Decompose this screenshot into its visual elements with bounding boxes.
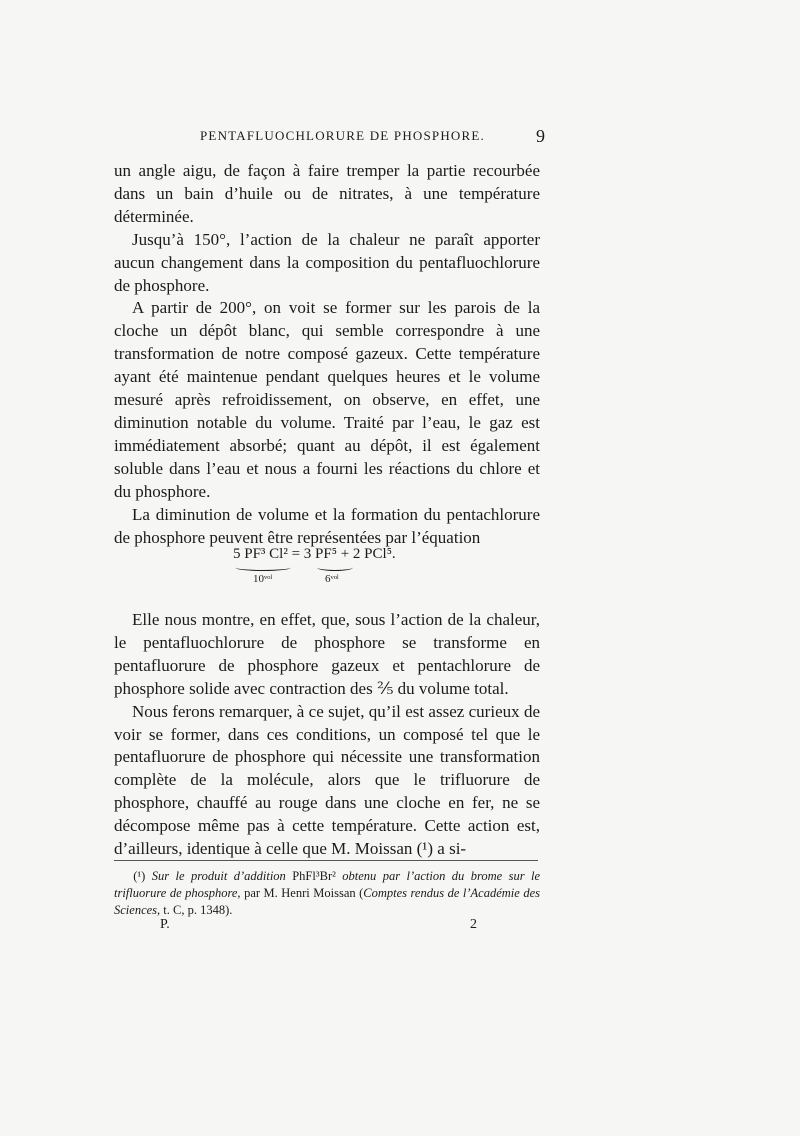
running-title: PENTAFLUOCHLORURE DE PHOSPHORE. <box>200 128 485 143</box>
footnote-formula: PhFl³Br² <box>292 869 336 883</box>
footnote <box>114 868 540 919</box>
footnote-title-2: obtenu par l’action du brome sur le trifluorure de phosphore, <box>114 869 541 900</box>
equation-formula: 5 PF³ Cl² = 3 PF⁵ + 2 PCl⁵. <box>233 546 396 562</box>
paragraph-4: La diminution de volume et la formation du pentachlorure de phosphore peuvent être représentées par l’équation <box>114 504 540 547</box>
body-text-bottom <box>114 609 540 861</box>
body-text-top <box>114 160 540 549</box>
volume-right: 6ᵛᵒˡ <box>325 573 339 585</box>
paragraph-5: Elle nous montre, en effet, que, sous l’action de la chaleur, le pentafluochlorure de phosphore se transforme en pentafluorure de phosphore gazeux et pentachlorure de phosphore solide avec contraction des ⅖ du volume total. <box>114 610 540 698</box>
volume-left: 10ᵛᵒˡ <box>253 573 273 585</box>
paragraph-2: Jusqu’à 150°, l’action de la chaleur ne paraît apporter aucun changement dans la composition du pentafluochlorure de phosphore. <box>114 229 540 295</box>
paragraph-3: A partir de 200°, on voit se former sur les parois de la cloche un dépôt blanc, qui semble correspondre à une transformation de notre composé gazeux. Cette température ayant été maintenue pendant quelques heures et le volume mesuré après refroidissement, on observe, en effet, une diminution notable du volume. Traité par l’eau, le gaz est immédiatement absorbé; quant au dépôt, il est également soluble dans l’eau et nous a fourni les réactions du chlore et du phosphore. <box>114 298 540 501</box>
paragraph-1: un angle aigu, de façon à faire tremper la partie recourbée dans un bain d’huile ou de nitrates, à une température déterminée. <box>114 161 540 226</box>
page-number: 9 <box>536 126 545 146</box>
footnote-title-1: Sur le produit d’addition <box>151 869 286 883</box>
sheet-number: 2 <box>470 917 477 932</box>
footnote-divider <box>114 860 538 861</box>
chemical-equation <box>233 546 433 596</box>
paragraph-6: Nous ferons remarquer, à ce sujet, qu’il est assez curieux de voir se former, dans ces conditions, un composé tel que le pentafluorure de phosphore qui nécessite une transformation complète de la molécule, alors que le trifluorure de phosphore, chauffé au rouge dans une cloche en fer, ne se décompose même pas à cette température. Cette action est, d’ailleurs, identique à celle que M. Moissan (¹) a si- <box>114 701 540 859</box>
footnote-author: par M. Henri Moissan ( <box>244 886 364 900</box>
signature-mark: P. <box>160 917 170 932</box>
footnote-source: Comptes rendus de l’Académie des Sciences, <box>114 886 540 917</box>
underbrace-left <box>235 564 291 571</box>
underbrace-right <box>317 564 353 571</box>
footnote-marker: (¹) <box>133 869 146 883</box>
footnote-ref: t. C, p. 1348). <box>163 903 233 917</box>
